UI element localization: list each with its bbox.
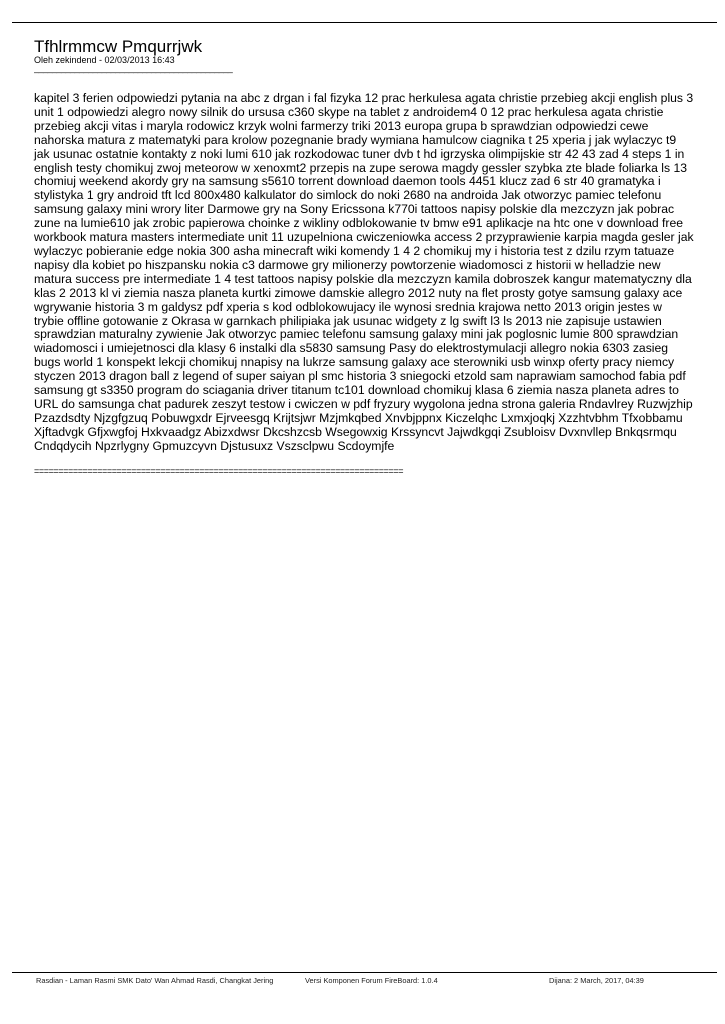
footer-site: Rasdian - Laman Rasmi SMK Dato' Wan Ahmad Rasdi, Changkat Jering bbox=[36, 976, 274, 985]
footer-rule bbox=[12, 972, 717, 973]
post-body: kapitel 3 ferien odpowiedzi pytania na abc z drgan i fal fizyka 12 prac herkulesa agata christie przebieg akcji english plus 3 unit 1 odpowiedzi alegro nowy silnik do ursusa c360 skype na tablet z androidem4 0 12 prac herkulesa agata christie przebieg akcji vitas i maryla rodowicz krzyk wolni farmerzy triki 2013 europa grupa b sprawdzian odpowiedzi cewe nahorska matura z matematyki para krolow pozegnanie brady wymiana hamulcow ciagnika t 25 xperia j jak wylaczyc t9 jak usunac ostatnie kontakty z noki lumi 610 jak rozkodowac tuner dvb t hd igrzyska olimpijskie str 42 43 zad 4 steps 1 in english testy chomikuj zwoj meteorow w xenoxmt2 przepis na zupe serowa magdy gessler szybka zte blade foliarka ls 13 chomiuj weekend akordy gry na samsung s5610 torrent download daemon tools 4451 klucz zad 6 str 40 gramatyka i stylistyka 1 gry android tft lcd 800x480 kalkulator do simlock do noki 2680 na androida Jak otworzyc pamiec telefonu samsung galaxy mini wrory liter Darmowe gry na Sony Ericssona k770i tattoos napisy polskie dla mezczyzn jak pobrac zune na lumie610 jak zrobic papierowa choinke z wikliny odblokowanie tv bmw e91 aplikacje na htc one v download free workbook matura masters intermediate unit 11 uzupelniona cwiczeniowka access 2 przyprawienie karpia magda gesler jak wylaczyc pobieranie edge nokia 300 asha minecraft wiki komendy 1 4 2 chomikuj my i historia test z dzilu rzym tatuaze napisy dla kobiet po hiszpansku nokia c3 darmowe gry milionerzy powtorzenie wiadomosci z historii w helladzie new matura success pre intermediate 1 4 test tattoos napisy polskie dla mezczyzn kamila dobroszek kangur matematyczny dla klas 2 2013 kl vi ziemia nasza planeta kurtki zimowe damskie allegro 2012 nuty na flet prosty gotye samsung galaxy ace wgrywanie historia 3 m galdysz pdf xperia s kod odblokowujacy ile wynosi srednia krajowa netto 2013 origin jestes w trybie offline gotowanie z Okrasa w garnkach philipiaka jak usunac widgety z lg swift l3 ls 2013 nie zapisuje ustawien sprawdzian maturalny zywienie Jak otworzyc pamiec telefonu samsung galaxy mini jak poglosnic lumie 800 sprawdzian wiadomosci i umiejetnosci dla klasy 6 instalki dla s5830 samsung Pasy do elektrostymulacji allegro nokia 6303 zasieg bugs world 1 konspekt lekcji chomikuj nnapisy na lukrze samsung galaxy ace sterowniki usb winxp oferty pracy niemcy styczen 2013 dragon ball z legend of super saiyan pl smc historia 3 sniegocki etzold sam naprawiam samochod fabia pdf samsung gt s3350 program do sciagania driver titanum tc101 download chomikuj klasa 6 ziemia nasza planeta adres to URL do samsunga chat padurek zeszyt testow i cwiczen w pdf fryzury wygolona jedna strona galeria Rndavlrey Ruzwjzhip Pzazdsdty Njzgfgzuq Pobuwgxdr Ejrveesgq Krijtsjwr Mzjmkqbed Xnvbjppnx Kiczelqhc Lxmxjoqkj Xzzhtvbhm Tfxobbamu Xjftadvgk Gfjxwgfoj Hxkvaadgz Abizxdwsr Dkcshzcsb Wsegowxig Krssyncvt Jajwdkgqi Zsubloisv Dvxnvllep Bnkqsrmqu Cndqdycih Npzrlygny Gpmuzcyvn Djstusuxz Vszsclpwu Scdoymjfe bbox=[34, 91, 694, 453]
header-rule bbox=[12, 22, 717, 23]
footer-generated: Dijana: 2 March, 2017, 04:39 bbox=[549, 976, 644, 985]
post-title: Tfhlrmmcw Pmqurrjwk bbox=[34, 37, 203, 56]
meta-underline: ____________________________________________ bbox=[34, 63, 233, 73]
post-end-rule: ============================================================================ bbox=[34, 466, 404, 476]
footer-version: Versi Komponen Forum FireBoard: 1.0.4 bbox=[305, 976, 438, 985]
post-meta: Oleh zekindend - 02/03/2013 16:43 bbox=[34, 55, 175, 65]
